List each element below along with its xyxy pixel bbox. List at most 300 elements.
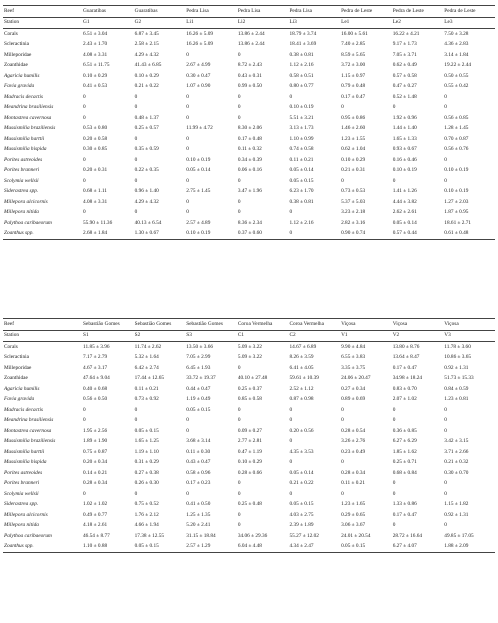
- cover-value: 0.85 ± 0.58: [237, 396, 262, 403]
- cover-value: 0: [134, 417, 138, 424]
- table-row: [3, 218, 495, 229]
- cover-value: 6.04 ± 4.48: [237, 542, 289, 553]
- cover-value: 3.72 ± 3.00: [341, 62, 366, 69]
- cover-value: 16.26 ± 5.09: [186, 30, 213, 37]
- table-row: [3, 82, 495, 93]
- taxon-name: Meandrina brasiliensis: [4, 417, 54, 424]
- station-label: Station: [3, 330, 82, 342]
- taxon-name: Montastrea cavernosa: [4, 427, 52, 434]
- cover-value: 1.23 ± 1.65: [341, 501, 366, 508]
- cover-value: 0.25 ± 0.57: [134, 125, 159, 132]
- cover-value: 0.68 ± 1.11: [83, 188, 107, 195]
- cover-value: 0.17 ± 0.48: [237, 135, 262, 142]
- cover-value: 0: [237, 364, 241, 371]
- cover-value: 0.10 ± 0.19: [289, 104, 314, 111]
- cover-value: 0: [237, 177, 241, 184]
- cover-value: 0.20 ± 0.58: [83, 135, 108, 142]
- taxon-name: Milleporidae: [4, 364, 32, 371]
- cover-value: 1.27 ± 2.03: [444, 198, 469, 205]
- table-row: [3, 187, 495, 198]
- cover-value: 24.01 ± 20.54: [341, 532, 371, 539]
- cover-value: 55.27 ± 12.02: [289, 532, 319, 539]
- station-code: V3: [443, 330, 495, 342]
- cover-value: 5.37 ± 5.03: [341, 198, 366, 205]
- cover-value: 13.64 ± 8.47: [392, 354, 420, 361]
- cover-value: 4.08 ± 3.31: [83, 51, 108, 58]
- taxon-name: Millepora alcicornis: [4, 511, 48, 518]
- cover-value: 6.27 ± 6.29: [392, 438, 417, 445]
- table-row: [3, 489, 495, 500]
- reef-name: Pedra de Leste: [443, 6, 495, 18]
- cover-value: 0: [289, 209, 293, 216]
- cover-value: 34.06 ± 29.36: [237, 532, 268, 539]
- cover-value: 0: [444, 406, 447, 413]
- cover-value: 0.56 ± 0.76: [444, 146, 469, 153]
- cover-value: 0.43 ± 0.47: [186, 459, 211, 466]
- cover-value: 0.87 ± 0.98: [289, 396, 314, 403]
- taxon-name: Favia gravida: [4, 396, 35, 403]
- cover-value: 0.61 ± 0.48: [443, 229, 495, 240]
- table-row: [3, 458, 495, 469]
- cover-value: 0.44 ± 0.47: [186, 385, 211, 392]
- cover-value: 0: [341, 177, 344, 184]
- cover-value: 0: [186, 114, 189, 121]
- taxon-name: Zoanthus spp.: [3, 229, 82, 240]
- cover-value: 1.89 ± 1.90: [83, 438, 108, 445]
- station-code: S1: [82, 330, 134, 342]
- table-row: [3, 510, 495, 521]
- cover-value: 0.34 ± 0.39: [237, 156, 262, 163]
- cover-value: 0.27 ± 0.38: [134, 469, 159, 476]
- cover-value: 3.26 ± 2.76: [341, 438, 366, 445]
- cover-value: 0.83 ± 0.70: [392, 385, 417, 392]
- taxon-name: Mussismilia braziliensis: [4, 125, 56, 132]
- cover-value: 17.44 ± 12.65: [134, 375, 165, 382]
- station-header-row: [3, 17, 495, 29]
- cover-value: 4.03 ± 2.75: [289, 511, 314, 518]
- cover-value: 0.47 ± 0.27: [392, 83, 417, 90]
- taxon-name: Zoanthus spp.: [3, 542, 82, 553]
- cover-value: 3.42 ± 3.15: [444, 438, 469, 445]
- cover-value: 0.38 ± 0.81: [289, 198, 314, 205]
- table-row: [3, 374, 495, 385]
- taxon-name: Madracis decactis: [4, 93, 43, 100]
- station-code: V2: [392, 330, 444, 342]
- cover-value: 0: [83, 177, 86, 184]
- cover-value: 3.14 ± 1.84: [444, 51, 469, 58]
- cover-value: 1.02 ± 1.02: [83, 501, 108, 508]
- cover-value: 0.56 ± 0.85: [444, 114, 469, 121]
- table-row: [3, 416, 495, 427]
- cover-value: 16.22 ± 4.21: [392, 30, 420, 37]
- cover-value: 0.23 ± 0.49: [341, 448, 366, 455]
- station-code: Le3: [443, 17, 495, 29]
- cover-value: 0.11 ± 0.21: [341, 480, 365, 487]
- table-row: [3, 353, 495, 364]
- cover-value: 0.80 ± 0.77: [289, 83, 314, 90]
- cover-value: 1.88 ± 2.09: [443, 542, 495, 553]
- cover-value: 0.10 ± 0.19: [444, 188, 469, 195]
- cover-value: 9.17 ± 1.73: [392, 41, 417, 48]
- cover-value: 6.51 ± 11.75: [83, 62, 110, 69]
- cover-value: 0.49 ± 0.77: [83, 511, 108, 518]
- table-row: [3, 124, 495, 135]
- taxon-name: Porites branneri: [4, 480, 40, 487]
- reef-name: Coroa Vermelha: [288, 319, 340, 331]
- table-row: [3, 103, 495, 114]
- taxon-name: Madracis decactis: [4, 406, 43, 413]
- reef-cover-table-1: [3, 5, 495, 240]
- cover-value: 34.98 ± 18.24: [392, 375, 423, 382]
- cover-value: 0: [134, 156, 138, 163]
- cover-value: 0.30 ± 0.70: [444, 469, 469, 476]
- cover-value: 55.90 ± 11.36: [83, 219, 113, 226]
- cover-value: 0: [186, 417, 189, 424]
- taxon-name: Corals: [4, 343, 18, 350]
- taxon-name: Porites astreoides: [4, 469, 43, 476]
- cover-value: 40.13 ± 6.54: [134, 219, 162, 226]
- station-code: S3: [185, 330, 237, 342]
- cover-value: 0.73 ± 0.92: [134, 396, 159, 403]
- cover-value: 11.74 ± 2.62: [134, 343, 162, 350]
- cover-value: 10.86 ± 3.65: [444, 354, 472, 361]
- cover-value: 0: [289, 406, 293, 413]
- reef-name: Sebastião Gomes: [134, 319, 186, 331]
- cover-value: 0: [444, 93, 447, 100]
- cover-value: 0: [289, 459, 293, 466]
- reef-name: Pedra Lisa: [185, 6, 237, 18]
- taxon-name: Scolymia wellsii: [4, 490, 39, 497]
- cover-value: 0.92 ± 1.31: [444, 511, 469, 518]
- cover-value: 0.68 ± 0.84: [392, 469, 417, 476]
- cover-value: 33.72 ± 19.37: [186, 375, 216, 382]
- reef-name: Sebastião Gomes: [185, 319, 237, 331]
- cover-value: 0: [186, 51, 189, 58]
- cover-value: 1.12 ± 2.16: [289, 62, 314, 69]
- cover-value: 1.92 ± 0.96: [392, 114, 417, 121]
- cover-value: 0.10 ± 0.29: [134, 72, 159, 79]
- table-row: [3, 134, 495, 145]
- cover-value: 0.14 ± 0.21: [83, 469, 108, 476]
- cover-value: 0.05 ± 0.15: [289, 177, 314, 184]
- cover-value: 11.99 ± 4.72: [186, 125, 213, 132]
- cover-value: 0: [444, 480, 447, 487]
- cover-value: 0.10 ± 0.19: [444, 167, 469, 174]
- cover-value: 0: [341, 490, 344, 497]
- taxon-name: Palythoa caribaeorum: [4, 532, 52, 539]
- cover-value: 18.79 ± 3.74: [289, 30, 317, 37]
- reef-name: Pedra Lisa: [237, 6, 289, 18]
- cover-value: 2.62 ± 2.61: [392, 209, 417, 216]
- station-code: Li2: [237, 17, 289, 29]
- cover-value: 6.41 ± 4.05: [289, 364, 314, 371]
- taxon-name: Millepora nitida: [4, 209, 39, 216]
- cover-value: 1.23 ± 0.81: [444, 396, 469, 403]
- cover-value: 0.20 ± 0.34: [83, 459, 108, 466]
- cover-value: 0.35 ± 0.59: [134, 146, 159, 153]
- cover-value: 7.05 ± 2.99: [186, 354, 211, 361]
- cover-value: 0.30 ± 0.47: [186, 72, 211, 79]
- cover-value: 2.39 ± 1.89: [289, 522, 314, 529]
- cover-value: 0: [134, 177, 138, 184]
- cover-value: 0: [392, 490, 396, 497]
- cover-value: 0.26 ± 0.30: [134, 480, 159, 487]
- cover-value: 0.36 ± 0.85: [392, 427, 417, 434]
- cover-value: 6.23 ± 1.70: [289, 188, 314, 195]
- table-row: [3, 479, 495, 490]
- cover-value: 0: [237, 114, 241, 121]
- cover-value: 1.65 ± 1.25: [134, 438, 159, 445]
- cover-value: 0: [289, 417, 293, 424]
- cover-value: 0.70 ± 0.87: [444, 135, 469, 142]
- cover-value: 0.05 ± 0.14: [186, 167, 211, 174]
- cover-value: 5.20 ± 2.41: [186, 522, 211, 529]
- station-code: Le1: [340, 17, 392, 29]
- table-row: [3, 384, 495, 395]
- cover-value: 2.68 ± 1.84: [82, 229, 134, 240]
- reef-cover-table-2: [3, 318, 495, 553]
- cover-value: 0.58 ± 0.96: [186, 469, 211, 476]
- cover-value: 0: [134, 104, 138, 111]
- cover-value: 0.62 ± 1.04: [341, 146, 366, 153]
- cover-value: 59.61 ± 10.39: [289, 375, 319, 382]
- reef-name: Guaratibas: [82, 6, 134, 18]
- cover-value: 0.89 ± 0.69: [341, 396, 366, 403]
- cover-value: 0: [237, 51, 241, 58]
- cover-value: 4.66 ± 1.94: [134, 522, 159, 529]
- cover-value: 1.25 ± 1.35: [186, 511, 211, 518]
- cover-value: 0.43 ± 0.31: [237, 72, 262, 79]
- cover-value: 0: [83, 417, 86, 424]
- cover-value: 6.27 ± 4.07: [392, 542, 444, 553]
- cover-value: 7.50 ± 3.28: [444, 30, 469, 37]
- station-code: S2: [134, 330, 186, 342]
- cover-value: 6.45 ± 1.93: [186, 364, 211, 371]
- taxon-name: Scleractinia: [4, 41, 29, 48]
- table-row: [3, 405, 495, 416]
- taxon-name: Scleractinia: [4, 354, 29, 361]
- cover-value: 1.33 ± 0.86: [392, 501, 417, 508]
- cover-value: 0.21 ± 0.32: [444, 459, 469, 466]
- cover-value: 2.43 ± 1.70: [83, 41, 108, 48]
- table-row: [3, 145, 495, 156]
- cover-value: 13.86 ± 2.44: [237, 41, 265, 48]
- reef-label: Reef: [3, 6, 82, 18]
- reef-name: Viçosa: [443, 319, 495, 331]
- cover-value: 0.29 ± 0.65: [341, 511, 366, 518]
- cover-value: 0.10 ± 0.29: [341, 156, 366, 163]
- cover-value: 0: [289, 438, 293, 445]
- cover-value: 0: [186, 135, 189, 142]
- cover-value: 0.79 ± 0.48: [341, 83, 366, 90]
- table-row: [3, 447, 495, 458]
- taxon-name: Milleporidae: [4, 51, 32, 58]
- taxon-name: Mussismilia hispida: [4, 459, 47, 466]
- cover-value: 0.52 ± 1.48: [392, 93, 417, 100]
- cover-value: 1.15 ± 1.82: [444, 501, 469, 508]
- table-row: [3, 176, 495, 187]
- cover-value: 0: [186, 209, 189, 216]
- cover-value: 0.06 ± 0.16: [237, 167, 262, 174]
- cover-value: 1.19 ± 1.10: [134, 448, 159, 455]
- station-code: G2: [134, 17, 186, 29]
- cover-value: 0.11 ± 0.21: [289, 156, 314, 163]
- taxon-name: Mussismilia harttii: [4, 448, 45, 455]
- cover-value: 0.37 ± 0.60: [237, 229, 289, 240]
- cover-value: 0.11 ± 0.30: [186, 448, 211, 455]
- cover-value: 3.47 ± 1.96: [237, 188, 262, 195]
- cover-value: 2.57 ± 4.89: [186, 219, 211, 226]
- taxon-name: Millepora alcicornis: [4, 198, 48, 205]
- cover-value: 1.85 ± 1.62: [392, 448, 417, 455]
- taxon-name: Zoanthidae: [4, 62, 28, 69]
- cover-value: 0: [237, 417, 241, 424]
- cover-value: 0: [186, 198, 189, 205]
- cover-value: 9.90 ± 4.84: [341, 343, 366, 350]
- cover-value: 0.75 ± 0.87: [83, 448, 108, 455]
- table-row: [3, 426, 495, 437]
- cover-value: 2.75 ± 1.45: [186, 188, 211, 195]
- cover-value: 0.17 ± 0.47: [341, 93, 366, 100]
- taxon-name: Millepora nitida: [4, 522, 39, 529]
- reef-name: Pedra de Leste: [392, 6, 444, 18]
- cover-value: 1.30 ± 0.67: [134, 229, 186, 240]
- cover-value: 0.38 ± 0.81: [289, 51, 314, 58]
- cover-value: 0.21 ± 0.22: [134, 83, 159, 90]
- taxon-name: Porites branneri: [4, 167, 40, 174]
- cover-value: 17.38 ± 12.55: [134, 532, 165, 539]
- cover-value: 4.29 ± 4.32: [134, 198, 159, 205]
- cover-value: 0.48 ± 1.37: [134, 114, 159, 121]
- cover-value: 3.35 ± 3.75: [341, 364, 366, 371]
- taxon-name: Mussismilia harttii: [4, 135, 45, 142]
- cover-value: 2.58 ± 2.15: [134, 41, 159, 48]
- cover-value: 0.21 ± 0.22: [289, 480, 314, 487]
- cover-value: 28.72 ± 16.64: [392, 532, 423, 539]
- cover-value: 0.10 ± 0.19: [392, 167, 417, 174]
- cover-value: 3.71 ± 2.66: [444, 448, 469, 455]
- cover-value: 1.10 ± 0.88: [82, 542, 134, 553]
- cover-value: 24.06 ± 20.47: [341, 375, 371, 382]
- cover-value: 2.67 ± 4.99: [186, 62, 211, 69]
- cover-value: 11.78 ± 3.60: [444, 343, 471, 350]
- cover-value: 0: [237, 198, 241, 205]
- cover-value: 0: [237, 406, 241, 413]
- station-code: C1: [237, 330, 289, 342]
- cover-value: 1.65 ± 1.33: [392, 135, 417, 142]
- reef-header-row: [3, 6, 495, 18]
- cover-value: 40.10 ± 27.48: [237, 375, 268, 382]
- cover-value: 0: [444, 427, 447, 434]
- cover-value: 4.44 ± 3.82: [392, 198, 417, 205]
- cover-value: 0.57 ± 0.58: [392, 72, 417, 79]
- cover-value: 2.52 ± 1.12: [289, 385, 314, 392]
- reef-name: Viçosa: [392, 319, 444, 331]
- cover-value: 0.92 ± 1.31: [444, 364, 469, 371]
- cover-value: 0.28 ± 0.34: [341, 469, 366, 476]
- reef-header-row: [3, 319, 495, 331]
- cover-value: 0: [237, 522, 241, 529]
- cover-value: 0: [341, 417, 344, 424]
- cover-value: 0.28 ± 0.66: [237, 469, 262, 476]
- reef-name: Coroa Vermelha: [237, 319, 289, 331]
- cover-value: 0: [186, 490, 189, 497]
- cover-value: 0.99 ± 0.50: [237, 83, 262, 90]
- cover-value: 0.47 ± 1.19: [237, 448, 262, 455]
- cover-value: 3.68 ± 3.14: [186, 438, 211, 445]
- cover-value: 0: [392, 417, 396, 424]
- cover-value: 0: [341, 459, 344, 466]
- cover-value: 7.40 ± 2.85: [341, 41, 366, 48]
- cover-value: 0.93 ± 0.67: [392, 146, 417, 153]
- table-row: [3, 155, 495, 166]
- cover-value: 1.15 ± 0.97: [341, 72, 366, 79]
- cover-value: 0.56 ± 0.50: [83, 396, 108, 403]
- cover-value: 4.35 ± 3.53: [289, 448, 314, 455]
- cover-value: 0: [134, 490, 138, 497]
- cover-value: 3.23 ± 2.18: [341, 209, 366, 216]
- cover-value: 0: [237, 480, 241, 487]
- cover-value: 18.41 ± 3.69: [289, 41, 317, 48]
- station-label: Station: [3, 17, 82, 29]
- cover-value: 1.23 ± 1.55: [341, 135, 366, 142]
- cover-value: 0.27 ± 0.34: [341, 385, 366, 392]
- cover-value: 0: [186, 146, 189, 153]
- cover-value: 4.34 ± 2.47: [288, 542, 340, 553]
- cover-value: 3.06 ± 3.67: [341, 522, 366, 529]
- cover-value: 0: [392, 177, 396, 184]
- cover-value: 0: [186, 104, 189, 111]
- taxon-name: Siderastrea spp.: [4, 188, 39, 195]
- cover-value: 4.18 ± 2.61: [83, 522, 108, 529]
- cover-value: 8.72 ± 2.43: [237, 62, 262, 69]
- cover-value: 0: [237, 93, 241, 100]
- cover-value: 0: [341, 406, 344, 413]
- table-row: [3, 113, 495, 124]
- cover-value: 2.57 ± 1.29: [185, 542, 237, 553]
- table-row: [3, 542, 495, 553]
- taxon-name: Agaricia humilis: [4, 385, 40, 392]
- station-code: Li3: [288, 17, 340, 29]
- cover-value: 46.54 ± 8.77: [83, 532, 110, 539]
- table-row: [3, 208, 495, 219]
- cover-value: 16.00 ± 5.61: [341, 30, 368, 37]
- table-row: [3, 40, 495, 51]
- cover-value: 0: [83, 490, 86, 497]
- cover-value: 1.95 ± 2.56: [83, 427, 108, 434]
- cover-value: 0.41 ± 0.50: [186, 501, 211, 508]
- cover-value: 0.17 ± 0.23: [186, 480, 211, 487]
- cover-value: 0.25 ± 0.48: [237, 501, 262, 508]
- cover-value: 6.51 ± 3.04: [83, 30, 108, 37]
- cover-value: 0.10 ± 0.29: [83, 72, 108, 79]
- cover-value: 0.05 ± 0.14: [289, 167, 314, 174]
- table-row: [3, 61, 495, 72]
- cover-value: 0.25 ± 0.71: [392, 459, 417, 466]
- cover-value: 0.74 ± 0.58: [289, 146, 314, 153]
- taxon-name: Siderastrea spp.: [4, 501, 39, 508]
- cover-value: 0.31 ± 0.29: [134, 459, 159, 466]
- cover-value: 0: [392, 104, 396, 111]
- cover-value: 0.05 ± 0.14: [289, 469, 314, 476]
- cover-value: 0: [83, 406, 86, 413]
- cover-value: 1.10 ± 0.99: [289, 135, 314, 142]
- table-row: [3, 29, 495, 40]
- cover-value: 0: [186, 93, 189, 100]
- cover-value: 5.09 ± 3.22: [237, 343, 262, 350]
- cover-value: 18.61 ± 2.71: [444, 219, 472, 226]
- cover-value: 0: [134, 135, 138, 142]
